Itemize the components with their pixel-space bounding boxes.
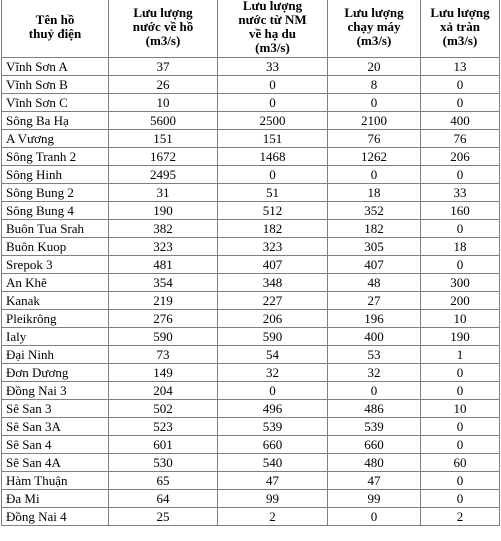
cell-spillway-flow: 13 [421, 58, 500, 76]
cell-downstream-flow: 33 [218, 58, 328, 76]
cell-downstream-flow: 51 [218, 184, 328, 202]
table-row [2, 508, 500, 526]
cell-reservoir-name: An Khê [2, 274, 109, 292]
cell-spillway-flow: 10 [421, 400, 500, 418]
header-turbine-flow [328, 0, 421, 58]
cell-reservoir-name: Srepok 3 [2, 256, 109, 274]
cell-spillway-flow: 0 [421, 76, 500, 94]
cell-inflow: 523 [109, 418, 218, 436]
header-inflow [109, 0, 218, 58]
table-row [2, 274, 500, 292]
table-row [2, 364, 500, 382]
cell-downstream-flow: 2 [218, 508, 328, 526]
table-row [2, 490, 500, 508]
cell-reservoir-name: Ialy [2, 328, 109, 346]
cell-downstream-flow: 539 [218, 418, 328, 436]
cell-reservoir-name: Sê San 3A [2, 418, 109, 436]
cell-inflow: 1672 [109, 148, 218, 166]
cell-inflow: 323 [109, 238, 218, 256]
cell-inflow: 65 [109, 472, 218, 490]
header-line: (m3/s) [356, 33, 392, 48]
cell-spillway-flow: 0 [421, 382, 500, 400]
cell-inflow: 530 [109, 454, 218, 472]
cell-downstream-flow: 54 [218, 346, 328, 364]
cell-turbine-flow: 0 [328, 508, 421, 526]
cell-turbine-flow: 305 [328, 238, 421, 256]
table-row [2, 94, 500, 112]
header-line: về hạ du [249, 26, 296, 41]
cell-spillway-flow: 0 [421, 166, 500, 184]
cell-downstream-flow: 590 [218, 328, 328, 346]
table-row [2, 382, 500, 400]
table-row [2, 148, 500, 166]
cell-downstream-flow: 0 [218, 94, 328, 112]
table-row [2, 310, 500, 328]
header-line: Lưu lượng [133, 5, 193, 20]
cell-turbine-flow: 27 [328, 292, 421, 310]
cell-spillway-flow: 1 [421, 346, 500, 364]
cell-spillway-flow: 76 [421, 130, 500, 148]
table-row [2, 328, 500, 346]
cell-turbine-flow: 660 [328, 436, 421, 454]
cell-spillway-flow: 160 [421, 202, 500, 220]
header-downstream-flow [218, 0, 328, 58]
cell-turbine-flow: 1262 [328, 148, 421, 166]
header-line: thuỷ điện [28, 26, 82, 41]
cell-downstream-flow: 32 [218, 364, 328, 382]
cell-spillway-flow: 10 [421, 310, 500, 328]
table-row [2, 472, 500, 490]
cell-spillway-flow: 33 [421, 184, 500, 202]
table-row [2, 256, 500, 274]
cell-inflow: 601 [109, 436, 218, 454]
cell-downstream-flow: 151 [218, 130, 328, 148]
cell-reservoir-name: Sê San 4A [2, 454, 109, 472]
cell-downstream-flow: 540 [218, 454, 328, 472]
table-row [2, 130, 500, 148]
cell-reservoir-name: Pleikrông [2, 310, 109, 328]
cell-spillway-flow: 300 [421, 274, 500, 292]
table-body [2, 58, 500, 526]
cell-inflow: 204 [109, 382, 218, 400]
cell-turbine-flow: 400 [328, 328, 421, 346]
cell-turbine-flow: 352 [328, 202, 421, 220]
cell-reservoir-name: Sông Ba Hạ [2, 112, 109, 130]
cell-turbine-flow: 2100 [328, 112, 421, 130]
cell-reservoir-name: Buôn Tua Srah [2, 220, 109, 238]
cell-downstream-flow: 182 [218, 220, 328, 238]
header-line: chạy máy [347, 19, 401, 34]
cell-inflow: 37 [109, 58, 218, 76]
cell-reservoir-name: Buôn Kuop [2, 238, 109, 256]
cell-spillway-flow: 60 [421, 454, 500, 472]
cell-spillway-flow: 200 [421, 292, 500, 310]
cell-turbine-flow: 0 [328, 94, 421, 112]
table-row [2, 112, 500, 130]
cell-inflow: 354 [109, 274, 218, 292]
table-row [2, 202, 500, 220]
table-row [2, 346, 500, 364]
cell-inflow: 26 [109, 76, 218, 94]
header-line: nước từ NM [238, 12, 307, 27]
cell-inflow: 382 [109, 220, 218, 238]
header-line: (m3/s) [442, 33, 478, 48]
cell-downstream-flow: 348 [218, 274, 328, 292]
cell-inflow: 10 [109, 94, 218, 112]
cell-inflow: 276 [109, 310, 218, 328]
cell-turbine-flow: 480 [328, 454, 421, 472]
cell-downstream-flow: 227 [218, 292, 328, 310]
cell-inflow: 5600 [109, 112, 218, 130]
cell-spillway-flow: 2 [421, 508, 500, 526]
table-row [2, 418, 500, 436]
cell-inflow: 64 [109, 490, 218, 508]
cell-inflow: 502 [109, 400, 218, 418]
cell-inflow: 590 [109, 328, 218, 346]
cell-reservoir-name: Hàm Thuận [2, 472, 109, 490]
cell-inflow: 2495 [109, 166, 218, 184]
cell-spillway-flow: 0 [421, 220, 500, 238]
cell-turbine-flow: 486 [328, 400, 421, 418]
cell-reservoir-name: Sông Tranh 2 [2, 148, 109, 166]
cell-reservoir-name: Vĩnh Sơn C [2, 94, 109, 112]
cell-turbine-flow: 8 [328, 76, 421, 94]
table-row [2, 292, 500, 310]
cell-inflow: 190 [109, 202, 218, 220]
table-row [2, 58, 500, 76]
cell-spillway-flow: 190 [421, 328, 500, 346]
table-header [2, 0, 500, 58]
cell-turbine-flow: 48 [328, 274, 421, 292]
cell-reservoir-name: Đồng Nai 3 [2, 382, 109, 400]
cell-reservoir-name: Vĩnh Sơn A [2, 58, 109, 76]
cell-downstream-flow: 0 [218, 166, 328, 184]
header-line: Lưu lượng [344, 5, 404, 20]
cell-inflow: 73 [109, 346, 218, 364]
cell-turbine-flow: 0 [328, 166, 421, 184]
cell-turbine-flow: 0 [328, 382, 421, 400]
cell-spillway-flow: 18 [421, 238, 500, 256]
cell-turbine-flow: 47 [328, 472, 421, 490]
table-row [2, 454, 500, 472]
table-row [2, 436, 500, 454]
header-line: Tên hồ [35, 12, 75, 27]
cell-downstream-flow: 1468 [218, 148, 328, 166]
header-line: Lưu lượng [430, 5, 490, 20]
cell-downstream-flow: 0 [218, 76, 328, 94]
header-reservoir-name [2, 0, 109, 58]
cell-turbine-flow: 53 [328, 346, 421, 364]
cell-turbine-flow: 407 [328, 256, 421, 274]
cell-spillway-flow: 0 [421, 94, 500, 112]
cell-reservoir-name: Kanak [2, 292, 109, 310]
table-row [2, 76, 500, 94]
cell-reservoir-name: Sê San 4 [2, 436, 109, 454]
cell-reservoir-name: Sê San 3 [2, 400, 109, 418]
cell-turbine-flow: 20 [328, 58, 421, 76]
header-line: Lưu lượng [242, 0, 303, 13]
cell-downstream-flow: 47 [218, 472, 328, 490]
cell-turbine-flow: 539 [328, 418, 421, 436]
cell-inflow: 149 [109, 364, 218, 382]
cell-inflow: 219 [109, 292, 218, 310]
header-line: xả tràn [439, 19, 481, 34]
cell-spillway-flow: 206 [421, 148, 500, 166]
hydropower-flow-table [1, 0, 500, 526]
cell-spillway-flow: 0 [421, 364, 500, 382]
cell-turbine-flow: 76 [328, 130, 421, 148]
cell-reservoir-name: Sông Bung 4 [2, 202, 109, 220]
cell-downstream-flow: 0 [218, 382, 328, 400]
cell-inflow: 25 [109, 508, 218, 526]
cell-downstream-flow: 99 [218, 490, 328, 508]
cell-downstream-flow: 512 [218, 202, 328, 220]
cell-spillway-flow: 0 [421, 256, 500, 274]
cell-inflow: 151 [109, 130, 218, 148]
cell-spillway-flow: 0 [421, 436, 500, 454]
table-row [2, 400, 500, 418]
cell-reservoir-name: Sông Bung 2 [2, 184, 109, 202]
cell-reservoir-name: Đa Mi [2, 490, 109, 508]
cell-reservoir-name: Đơn Dương [2, 364, 109, 382]
header-line: (m3/s) [145, 33, 181, 48]
table-row [2, 184, 500, 202]
cell-downstream-flow: 496 [218, 400, 328, 418]
cell-downstream-flow: 407 [218, 256, 328, 274]
header-row [2, 0, 500, 58]
cell-turbine-flow: 18 [328, 184, 421, 202]
cell-reservoir-name: Vĩnh Sơn B [2, 76, 109, 94]
cell-downstream-flow: 2500 [218, 112, 328, 130]
cell-spillway-flow: 400 [421, 112, 500, 130]
cell-turbine-flow: 32 [328, 364, 421, 382]
cell-turbine-flow: 99 [328, 490, 421, 508]
cell-reservoir-name: Đại Ninh [2, 346, 109, 364]
cell-downstream-flow: 660 [218, 436, 328, 454]
cell-downstream-flow: 323 [218, 238, 328, 256]
table-row [2, 238, 500, 256]
header-line: nước về hồ [132, 19, 194, 34]
cell-reservoir-name: Sông Hinh [2, 166, 109, 184]
cell-turbine-flow: 196 [328, 310, 421, 328]
table-row [2, 220, 500, 238]
cell-reservoir-name: Đồng Nai 4 [2, 508, 109, 526]
cell-spillway-flow: 0 [421, 472, 500, 490]
table-row [2, 166, 500, 184]
cell-turbine-flow: 182 [328, 220, 421, 238]
cell-spillway-flow: 0 [421, 490, 500, 508]
cell-inflow: 31 [109, 184, 218, 202]
cell-inflow: 481 [109, 256, 218, 274]
header-spillway-flow [421, 0, 500, 58]
cell-downstream-flow: 206 [218, 310, 328, 328]
cell-spillway-flow: 0 [421, 418, 500, 436]
cell-reservoir-name: A Vương [2, 130, 109, 148]
header-line: (m3/s) [255, 40, 290, 55]
